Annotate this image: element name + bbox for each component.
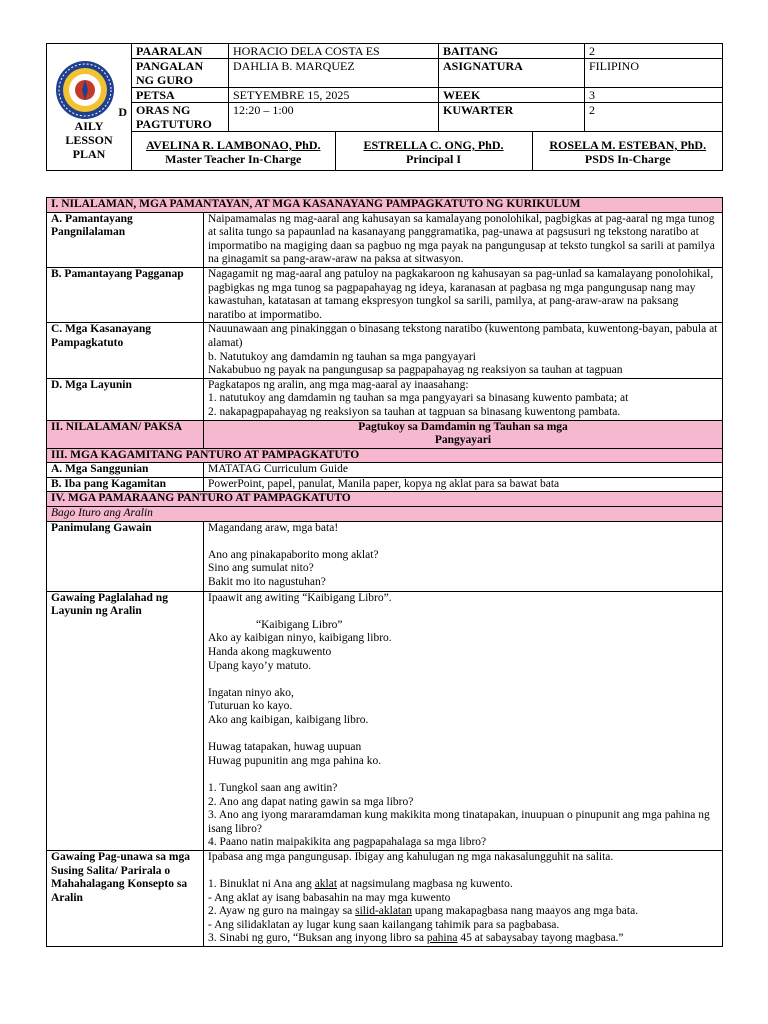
week-label: WEEK: [439, 88, 585, 103]
vocab-item-1: 1. Binuklat ni Ana ang aklat at nagsimulang magbasa ng kuwento.: [208, 878, 513, 891]
performance-standard-text: Nagagamit ng mag-aaral ang patuloy na pagkakaroon ng kahusayan sa pag-unlad sa kamalayang ponolohikal, pagbigkas ng mga tunog sa pagpapahayag ng ideya, karanasan at pagbasa ng mga pangungusap nang may kawastuhan, katatasan at tamang ekspresyon tungkol sa sarili, pamilya, at pang-araw-araw na paksang naratibo at impormatibo.: [204, 267, 723, 322]
objective-presentation-text: Ipaawit ang awiting “Kaibigang Libro”. “Kaibigang Libro” Ako ay kaibigan ninyo, kaibigang libro. Handa akong magkuwento Upang kayo’y matuto. Ingatan ninyo ako, Tuturuan ko kayo. Ako ang kaibigan, kaibigang libro. Huwag tatapakan, huwag uupuan Huwag pupunitin ang mga pahina ko. 1. Tungkol saan ang awitin? 2. Ano ang dapat nating gawin sa mga libro? 3. Ano ang iyong mararamdaman kung makikita mong tinatapakan, inuupuan o pinupunit ang mga pahina ng isang libro? 4. Paano natin maipakikita ang pagpapahalaga sa mga libro?: [204, 591, 723, 850]
competencies-text: Nauunawaan ang pinakinggan o binasang tekstong naratibo (kuwentong pambata, kuwentong-bayan, pabula at alamat) b. Natutukoy ang damdamin ng tauhan sa mga pangyayari Nakabubuo ng payak na pangungusap sa pagpapahayag ng reaksiyon sa tauhan at tagpuan: [204, 323, 723, 378]
key-concepts-label: Gawaing Pag-unawa sa mga Susing Salita/ Parirala o Mahahalagang Konsepto sa Aralin: [47, 850, 204, 946]
section-3-title: III. MGA KAGAMITANG PANTURO AT PAMPAGKATUTO: [47, 448, 723, 463]
content-standard-text: Naipamamalas ng mag-aaral ang kahusayan sa kamalayang ponolohikal, pagbigkas at pag-aaral ng mga tunog at salita tungo sa papaunlad na kasanayang panggramatika, pag-unawa at pagsusuri ng tekstong naratibo at impormatibo na magiging daan sa pagbuo ng mga payak na pangungusap at teksto tungkol sa sarili at pamilya na ginagamit sa pang-araw-araw na paksa at sitwasyon.: [204, 212, 723, 267]
school-label: PAARALAN: [132, 44, 229, 59]
performance-standard-label: B. Pamantayang Pagganap: [47, 267, 204, 322]
lesson-plan-table: [46, 197, 723, 947]
section-2-content: Pagtukoy sa Damdamin ng Tauhan sa mga Pangyayari: [204, 420, 723, 448]
other-materials-label: B. Iba pang Kagamitan: [47, 477, 204, 492]
subject-value: FILIPINO: [585, 59, 723, 88]
subject-label: ASIGNATURA: [439, 59, 585, 88]
header-table: [46, 43, 723, 171]
references-text: MATATAG Curriculum Guide: [204, 463, 723, 478]
signatory-3: ROSELA M. ESTEBAN, PhD. PSDS In-Charge: [532, 132, 723, 170]
section-4-title: IV. MGA PAMARAANG PANTURO AT PAMPAGKATUTO: [47, 492, 723, 507]
grade-value: 2: [585, 44, 723, 59]
references-label: A. Mga Sanggunian: [47, 463, 204, 478]
objective-presentation-label: Gawaing Paglalahad ng Layunin ng Aralin: [47, 591, 204, 850]
plan-letter-d: D: [118, 105, 127, 119]
objectives-label: D. Mga Layunin: [47, 378, 204, 420]
teacher-value: DAHLIA B. MARQUEZ: [229, 59, 439, 88]
school-seal-icon: [55, 60, 115, 120]
plan-title: AILY LESSON PLAN: [65, 119, 113, 161]
logo-cell: [47, 44, 132, 171]
introductory-activity-text: Magandang araw, mga bata! Ano ang pinakapaborito mong aklat? Sino ang sumulat nito? Bakit mo ito nagustuhan?: [204, 521, 723, 591]
other-materials-text: PowerPoint, papel, panulat, Manila paper, kopya ng aklat para sa bawat bata: [204, 477, 723, 492]
grade-label: BAITANG: [439, 44, 585, 59]
section-2-label: II. NILALAMAN/ PAKSA: [47, 420, 204, 448]
song-title: “Kaibigang Libro”: [256, 618, 343, 631]
key-concepts-text: Ipabasa ang mga pangungusap. Ibigay ang kahulugan ng mga nakasalungguhit na salita. 1. Binuklat ni Ana ang aklat at nagsimulang magbasa ng kuwento. - Ang aklat ay isang babasahin na may mga kuwento 2. Ayaw ng guro na maingay sa silid-aklatan upang makapagbasa nang maayos ang mga bata. - Ang silidaklatan ay lugar kung saan kailangang tahimik para sa pagbabasa. 3. Sinabi ng guro, “Buksan ang inyong libro sa pahina 45 at sabaysabay tayong magbasa.”: [204, 850, 723, 946]
vocab-item-3: 3. Sinabi ng guro, “Buksan ang inyong libro sa pahina 45 at sabaysabay tayong magbasa.”: [208, 932, 624, 945]
quarter-label: KUWARTER: [439, 103, 585, 132]
vocab-item-2: 2. Ayaw ng guro na maingay sa silid-aklatan upang makapagbasa nang maayos ang mga bata.: [208, 905, 639, 918]
date-label: PETSA: [132, 88, 229, 103]
time-label: ORAS NG PAGTUTURO: [132, 103, 229, 132]
signatories: [132, 132, 723, 171]
teacher-label: PANGALAN NG GURO: [132, 59, 229, 88]
section-4-subtitle: Bago Ituro ang Aralin: [47, 507, 723, 522]
competencies-label: C. Mga Kasanayang Pampagkatuto: [47, 323, 204, 378]
objectives-text: Pagkatapos ng aralin, ang mga mag-aaral ay inaasahang: 1. natutukoy ang damdamin ng tauhan sa mga pangyayari sa binasang kuwento pambata; at 2. nakapagpapahayag ng reaksiyon sa tauhan at tagpuan sa binasang kuwentong pambata.: [204, 378, 723, 420]
week-value: 3: [585, 88, 723, 103]
content-standard-label: A. Pamantayang Pangnilalaman: [47, 212, 204, 267]
signatory-2: ESTRELLA C. ONG, PhD. Principal I: [335, 132, 532, 170]
school-value: HORACIO DELA COSTA ES: [229, 44, 439, 59]
quarter-value: 2: [585, 103, 723, 132]
date-value: SETYEMBRE 15, 2025: [229, 88, 439, 103]
signatory-1: AVELINA R. LAMBONAO, PhD. Master Teacher In-Charge: [132, 132, 335, 170]
time-value: 12:20 – 1:00: [229, 103, 439, 132]
introductory-activity-label: Panimulang Gawain: [47, 521, 204, 591]
section-1-title: I. NILALAMAN, MGA PAMANTAYAN, AT MGA KASANAYANG PAMPAGKATUTO NG KURIKULUM: [47, 198, 723, 213]
